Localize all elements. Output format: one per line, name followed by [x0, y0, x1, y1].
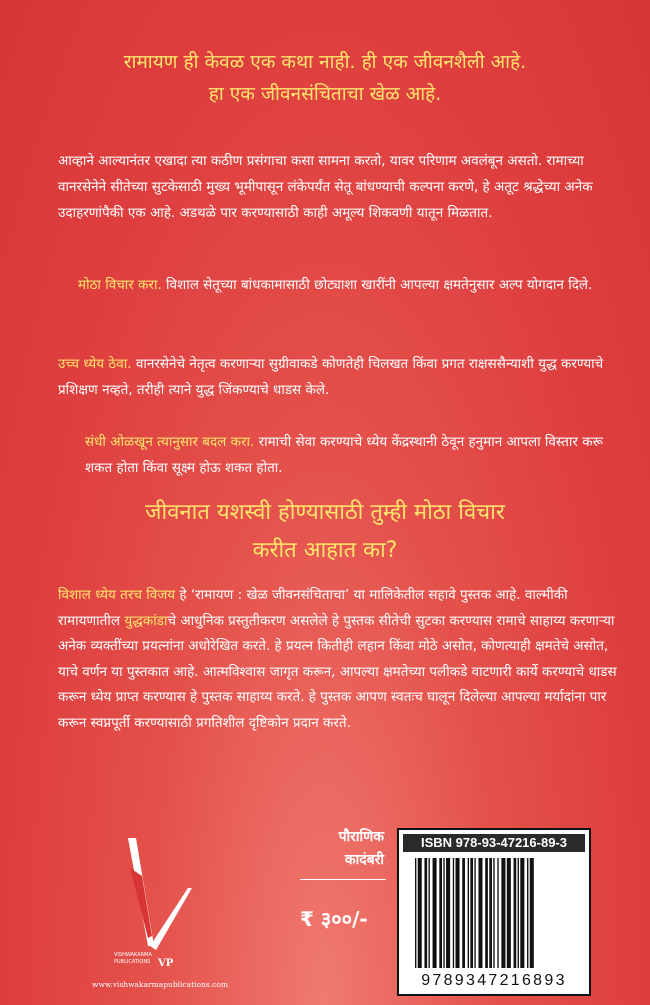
lesson-think-big: [78, 272, 623, 298]
genre-divider: [300, 879, 386, 880]
barcode-bar: [418, 858, 422, 968]
barcode-bar: [468, 858, 469, 968]
isbn-barcode-box: [397, 828, 591, 996]
barcode-bar: [433, 858, 437, 968]
barcode-digits: 9789347216893: [421, 972, 567, 989]
description-text-b: चे आधुनिक प्रस्तुतीकरण असलेले हे पुस्तक सीतेची सुटका करण्यास रामाचे साहाय्य करणाऱ्या अनेक व्यक्तींच्या प्रयत्नांना अधोरेखित करते. हे प्रयत्न कितीही लहान किंवा मोठे असोत, कोणत्याही क्षमतेचे असोत, याचे वर्णन या पुस्तकात आहे. आत्मविश्वास जागृत करून, आपल्या क्षमतेच्या पलीकडे वाटणारी कार्ये करण्याचे धाडस करून ध्येय प्राप्त करण्यास हे पुस्तक साहाय्य करते. हे पुस्तक आपण स्वतःच घालून दिलेल्या आपल्या मर्यादांना पार करून स्वप्नपूर्ती करण्यासाठी प्रगतिशील दृष्टिकोन प्रदान करते.: [58, 612, 617, 731]
question-heading: [0, 494, 650, 570]
barcode-bar: [415, 858, 416, 968]
barcode-bar: [518, 858, 519, 968]
tagline-line-1: रामायण ही केवळ एक कथा नाही. ही एक जीवनशैली आहे.: [123, 51, 527, 73]
barcode-bar: [485, 858, 488, 968]
logo-mark: VP: [158, 958, 174, 969]
barcode-bar: [497, 858, 498, 968]
barcode-bar: [429, 858, 430, 968]
barcode-bar: [514, 858, 517, 968]
barcode-bar: [501, 858, 505, 968]
barcode-bar: [462, 858, 465, 968]
barcode-bar: [489, 858, 492, 968]
barcode-bar: [474, 858, 475, 968]
barcode-bar: [493, 858, 494, 968]
lesson-high-goal: [58, 351, 618, 403]
lesson-think-big-text: विशाल सेतूच्या बांधकामासाठी छोट्याशा खारींनी आपल्या क्षमतेनुसार अल्प योगदान दिले.: [161, 277, 593, 293]
kanda-name: युद्धकांडा: [124, 612, 168, 629]
tagline: [0, 46, 650, 110]
lesson-adapt-heading: संधी ओळखून त्यानुसार बदल करा.: [85, 434, 255, 450]
genre-line-1: पौराणिक: [338, 829, 384, 845]
price: ₹ ३००/-: [300, 907, 368, 931]
barcode-bar: [439, 858, 442, 968]
publisher-logo: [80, 838, 230, 998]
barcode-bar: [453, 858, 454, 968]
barcode-bar: [530, 858, 534, 968]
lesson-adapt: [85, 429, 605, 481]
lesson-adapt-text: रामाची सेवा करण्याचे ध्येय केंद्रस्थानी ठेवून हनुमान आपला विस्तार करू शकत होता किंवा सूक्ष्म होऊ शकत होता.: [85, 434, 604, 476]
genre-line-2: कादंबरी: [344, 852, 384, 868]
barcode-bar: [527, 858, 528, 968]
logo-text-1: VISHWAKARMA: [114, 952, 152, 958]
barcode-bar: [470, 858, 473, 968]
publisher-website: www.vishwakarmapublications.com: [92, 980, 228, 989]
barcode-bar: [443, 858, 444, 968]
logo-feather: [130, 868, 152, 938]
isbn-label: ISBN 978-93-47216-89-3: [403, 834, 585, 852]
description-text-a: हे ‘रामायण : खेळ जीवनसंचिताचा’ या मालिकेतील सहावे पुस्तक आहे. वाल्मीकी रामायणातील: [58, 587, 568, 629]
genre-label: [304, 826, 384, 872]
logo-text-2: PUBLICATIONS: [114, 959, 151, 965]
lesson-high-goal-heading: उच्च ध्येय ठेवा.: [58, 356, 132, 372]
book-description: [58, 583, 618, 736]
intro-paragraph: आव्हाने आल्यानंतर एखादा त्या कठीण प्रसंगाचा कसा सामना करतो, यावर परिणाम अवलंबून असतो. रामाच्या वानरसेनेने सीतेच्या सुटकेसाठी मुख्य भूमीपासून लंकेपर्यंत सेतू बांधण्याची कल्पना करणे, हे अतूट श्रद्धेच्या अनेक उदाहरणांपैकी एक आहे. अडथळे पार करण्यासाठी काही अमूल्य शिकवणी यातून मिळतात.: [58, 153, 593, 221]
barcode: [413, 858, 575, 968]
barcode-bar: [456, 858, 460, 968]
lesson-think-big-heading: मोठा विचार करा.: [78, 277, 162, 293]
barcode-bar: [424, 858, 427, 968]
barcode-bar: [520, 858, 524, 968]
question-line-1: जीवनात यशस्वी होण्यासाठी तुम्ही मोठा विचार: [145, 500, 505, 525]
lesson-high-goal-text: वानरसेनेचे नेतृत्व करणाऱ्या सुग्रीवाकडे कोणतेही चिलखत किंवा प्रगत राक्षससैन्याशी युद्ध करण्याचे प्रशिक्षण नव्हते, तरीही त्याने युद्ध जिंकण्याचे धाडस केले.: [58, 356, 604, 398]
question-line-2: करीत आहात का?: [252, 538, 398, 563]
barcode-bar: [446, 858, 450, 968]
barcode-bar: [507, 858, 511, 968]
book-title: विशाल ध्येय तरच विजय: [58, 587, 176, 603]
tagline-line-2: हा एक जीवनसंचिताचा खेळ आहे.: [208, 83, 442, 105]
logo-v-wing: [150, 888, 192, 950]
barcode-bar: [478, 858, 482, 968]
